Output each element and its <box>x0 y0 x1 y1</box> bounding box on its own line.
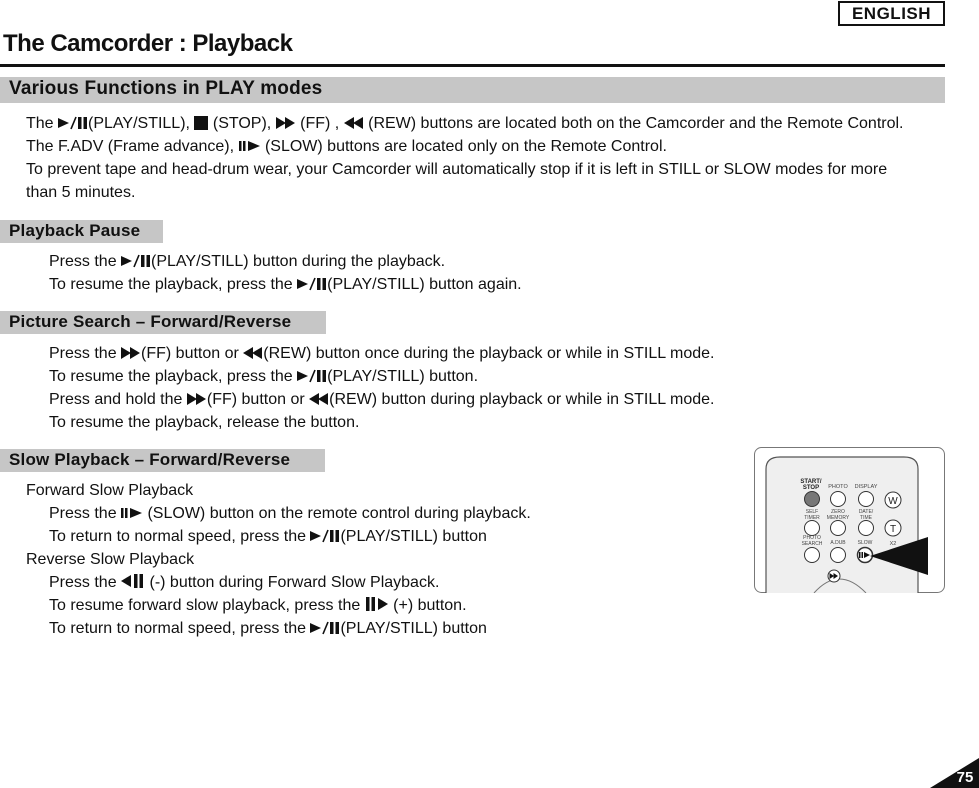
slow-icon <box>239 139 261 153</box>
label-photo-search-2: SEARCH <box>801 541 823 547</box>
text: The <box>26 115 59 132</box>
label-zero-2: MEMORY <box>826 515 850 521</box>
fast-forward-icon <box>276 116 296 130</box>
slow-icon <box>121 506 143 520</box>
intro-line-2 <box>26 137 667 157</box>
text: To resume the playback, press the <box>49 368 298 385</box>
pause-line-1 <box>49 252 445 272</box>
fast-forward-icon <box>121 346 141 360</box>
text: The F.ADV (Frame advance), <box>26 138 239 155</box>
label-w: W <box>888 496 898 507</box>
text: (FF) button or <box>141 345 244 362</box>
label-x2: X2 <box>889 541 897 547</box>
label-self-1: SELF <box>805 509 819 515</box>
zero-memory-button <box>831 521 846 536</box>
subsection-header-pause <box>0 220 163 243</box>
label-date-2: TIME <box>860 515 872 521</box>
search-line-1 <box>49 344 714 364</box>
play-still-icon <box>310 621 340 635</box>
remote-control-illustration <box>754 447 945 593</box>
adub-button <box>831 548 846 563</box>
date-time-button <box>859 521 874 536</box>
slow-reverse-title: Reverse Slow Playback <box>26 551 195 568</box>
text: Press and hold the <box>49 391 187 408</box>
label-adub: A.DUB <box>830 540 846 546</box>
text: (REW) button during playback or while in STILL mode. <box>329 391 715 408</box>
text: (FF) button or <box>206 391 310 408</box>
display-button <box>859 492 874 507</box>
title-divider <box>0 64 945 67</box>
slow-forward-line-1 <box>49 504 531 524</box>
label-start-stop-2: STOP <box>802 485 820 491</box>
subsection-title: Picture Search – Forward/Reverse <box>9 312 292 331</box>
text: (PLAY/STILL) button. <box>327 368 479 385</box>
subsection-title: Slow Playback – Forward/Reverse <box>9 450 291 469</box>
text: Press the <box>49 574 122 591</box>
label-photo: PHOTO <box>828 484 848 490</box>
text: To return to normal speed, press the <box>49 620 311 637</box>
text: (STOP), <box>208 115 276 132</box>
label-zero-1: ZERO <box>831 509 845 515</box>
stop-icon <box>194 116 208 130</box>
text: To resume the playback, press the <box>49 276 298 293</box>
text: To return to normal speed, press the <box>49 528 311 545</box>
text: (REW) buttons are located both on the Camcorder and the Remote Control. <box>363 115 904 132</box>
text: (FF) , <box>295 115 344 132</box>
text: (PLAY/STILL) button again. <box>327 276 522 293</box>
slow-reverse-line-1 <box>49 573 439 593</box>
text: Press the <box>49 253 122 270</box>
search-line-3 <box>49 390 714 410</box>
slow-reverse-icon <box>121 573 145 589</box>
play-still-icon <box>297 369 327 383</box>
rewind-icon <box>344 116 364 130</box>
text: To resume forward slow playback, press the <box>49 597 365 614</box>
self-timer-button <box>805 521 820 536</box>
label-start-stop-1: START/ <box>800 479 822 485</box>
page-title: The Camcorder : Playback <box>3 30 293 57</box>
text: (-) button during Forward Slow Playback. <box>149 574 440 591</box>
slow-reverse-line-3 <box>49 619 487 639</box>
play-still-icon <box>121 254 151 268</box>
label-display: DISPLAY <box>854 484 878 490</box>
section-header <box>0 77 945 103</box>
rewind-icon <box>309 392 329 406</box>
slow-forward-title: Forward Slow Playback <box>26 482 194 499</box>
text: (SLOW) button on the remote control during playback. <box>143 505 531 522</box>
intro-line-1 <box>26 114 904 134</box>
subsection-header-search <box>0 311 326 334</box>
play-still-icon <box>310 529 340 543</box>
text: (REW) button once during the playback or while in STILL mode. <box>263 345 715 362</box>
slow-reverse-line-2 <box>49 596 467 616</box>
text: (PLAY/STILL), <box>88 115 195 132</box>
search-line-4: To resume the playback, release the button. <box>49 414 360 431</box>
pause-line-2 <box>49 275 522 295</box>
subsection-header-slow <box>0 449 325 472</box>
slow-forward-icon <box>365 596 389 612</box>
search-line-2 <box>49 367 478 387</box>
subsection-title: Playback Pause <box>9 221 141 240</box>
text: (PLAY/STILL) button during the playback. <box>151 253 446 270</box>
start-stop-button <box>805 492 820 507</box>
label-self-2: TIMER <box>804 515 820 521</box>
text: (SLOW) buttons are located only on the Remote Control. <box>260 138 667 155</box>
language-badge: ENGLISH <box>838 1 945 26</box>
slow-forward-line-2 <box>49 527 487 547</box>
page-number: 75 <box>956 769 974 786</box>
label-photo-search-1: PHOTO <box>803 535 821 541</box>
label-t: T <box>889 524 897 535</box>
intro-line-3: To prevent tape and head-drum wear, your Camcorder will automatically stop if it is left in STILL or SLOW modes for more <box>26 161 888 178</box>
label-slow: SLOW <box>857 540 873 546</box>
text: Press the <box>49 505 122 522</box>
play-still-icon <box>58 116 88 130</box>
photo-search-button <box>805 548 820 563</box>
rewind-icon <box>243 346 263 360</box>
photo-button <box>831 492 846 507</box>
text: (+) button. <box>393 597 467 614</box>
text: Press the <box>49 345 122 362</box>
label-date-1: DATE/ <box>858 509 874 515</box>
text: (PLAY/STILL) button <box>340 528 487 545</box>
intro-line-4: than 5 minutes. <box>26 184 136 201</box>
text: (PLAY/STILL) button <box>340 620 487 637</box>
play-still-icon <box>297 277 327 291</box>
page-number-badge <box>930 758 979 788</box>
section-title: Various Functions in PLAY modes <box>9 78 323 99</box>
fast-forward-icon <box>187 392 207 406</box>
